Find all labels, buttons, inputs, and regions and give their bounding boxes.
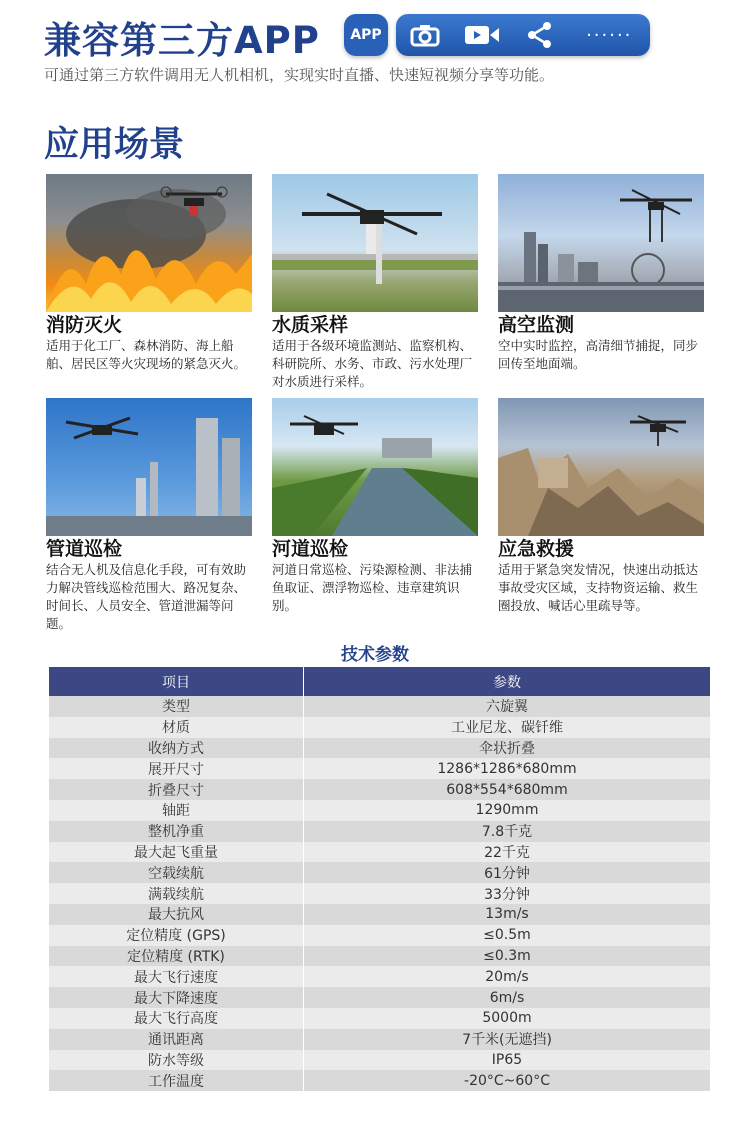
app-toolbar [344,14,650,56]
scene-name: 高空监测 [498,314,575,336]
spec-item: 材质 [49,717,304,738]
table-row [49,717,710,738]
spec-value: 33分钟 [304,883,711,904]
spec-item: 最大抗风 [49,904,304,925]
spec-value: 22千克 [304,842,711,863]
spec-item: 最大起飞重量 [49,842,304,863]
specs-table [49,667,710,1091]
spec-value: 13m/s [304,904,711,925]
spec-value: 六旋翼 [304,696,711,717]
table-row [49,925,710,946]
spec-item: 轴距 [49,800,304,821]
spec-value: 608*554*680mm [304,779,711,800]
table-row [49,987,710,1008]
scene-card-river-inspection [272,398,478,615]
table-row [49,966,710,987]
scene-desc: 适用于各级环境监测站、监察机构、科研院所、水务、市政、污水处理厂对水质进行采样。 [272,338,473,389]
table-row [49,800,710,821]
spec-item: 整机净重 [49,821,304,842]
emergency-rescue-image [498,398,704,536]
spec-item: 满载续航 [49,883,304,904]
table-row [49,1050,710,1071]
spec-value: 61分钟 [304,862,711,883]
spec-item: 定位精度 (RTK) [49,946,304,967]
spec-item: 定位精度 (GPS) [49,925,304,946]
scene-card-emergency-rescue [498,398,704,615]
spec-item: 通讯距离 [49,1029,304,1050]
scene-name: 管道巡检 [46,538,123,560]
spec-item: 工作温度 [49,1070,304,1091]
spec-value: ≤0.5m [304,925,711,946]
spec-item: 展开尺寸 [49,758,304,779]
spec-item: 空载续航 [49,862,304,883]
scene-desc: 结合无人机及信息化手段，可有效助力解决管线巡检范围大、路况复杂、时间长、人员安全、管道泄漏等问题。 [46,562,247,631]
spec-value: 1286*1286*680mm [304,758,711,779]
spec-value: 工业尼龙、碳钎维 [304,717,711,738]
spec-value: ≤0.3m [304,946,711,967]
table-row [49,904,710,925]
firefighting-image [46,174,252,312]
section-title: 应用场景 [44,125,185,165]
video-icon[interactable] [464,21,500,49]
spec-value: 伞状折叠 [304,738,711,759]
table-row [49,738,710,759]
page-subtitle: 可通过第三方软件调用无人机相机，实现实时直播、快速短视频分享等功能。 [44,66,555,84]
scene-card-aerial-monitoring [498,174,704,373]
spec-item: 最大飞行高度 [49,1008,304,1029]
scene-name: 水质采样 [272,314,349,336]
table-row [49,946,710,967]
spec-value: 7千米(无遮挡) [304,1029,711,1050]
spec-value: 1290mm [304,800,711,821]
spec-item: 收纳方式 [49,738,304,759]
share-icon-strip [396,14,650,56]
camera-icon[interactable] [407,21,443,49]
table-row [49,1029,710,1050]
app-badge[interactable]: APP [344,14,388,56]
scene-name: 应急救援 [498,538,575,560]
table-row [49,758,710,779]
share-icon[interactable] [522,21,558,49]
table-row [49,779,710,800]
pipeline-inspection-image [46,398,252,536]
scene-desc: 适用于化工厂、森林消防、海上船舶、居民区等火灾现场的紧急灭火。 [46,338,247,371]
specs-header-item: 项目 [49,667,304,696]
aerial-monitoring-image [498,174,704,312]
scene-card-water-sampling [272,174,478,391]
table-row [49,1008,710,1029]
spec-item: 折叠尺寸 [49,779,304,800]
scene-desc: 河道日常巡检、污染源检测、非法捕鱼取证、漂浮物巡检、违章建筑识别。 [272,562,473,613]
scene-name: 消防灭火 [46,314,123,336]
scene-card-firefighting [46,174,252,373]
specs-header-value: 参数 [304,667,711,696]
spec-value: -20°C~60°C [304,1070,711,1091]
spec-value: IP65 [304,1050,711,1071]
table-row [49,883,710,904]
spec-value: 5000m [304,1008,711,1029]
scene-desc: 空中实时监控，高清细节捕捉，同步回传至地面端。 [498,338,699,371]
table-row [49,842,710,863]
scene-desc: 适用于紧急突发情况，快速出动抵达事故受灾区域，支持物资运输、救生圈投放、喊话心里疏导等。 [498,562,699,613]
table-row [49,821,710,842]
spec-item: 类型 [49,696,304,717]
page-title: 兼容第三方APP [44,19,320,62]
spec-value: 20m/s [304,966,711,987]
spec-value: 7.8千克 [304,821,711,842]
scene-name: 河道巡检 [272,538,349,560]
scene-card-pipeline-inspection [46,398,252,633]
river-inspection-image [272,398,478,536]
spec-value: 6m/s [304,987,711,1008]
specs-body [49,696,710,1091]
specs-title: 技术参数 [341,645,409,665]
spec-item: 最大下降速度 [49,987,304,1008]
table-row [49,696,710,717]
specs-header-row [49,667,710,696]
more-icon[interactable]: ······ [586,24,633,46]
spec-item: 最大飞行速度 [49,966,304,987]
water-sampling-image [272,174,478,312]
table-row [49,1070,710,1091]
spec-item: 防水等级 [49,1050,304,1071]
table-row [49,862,710,883]
